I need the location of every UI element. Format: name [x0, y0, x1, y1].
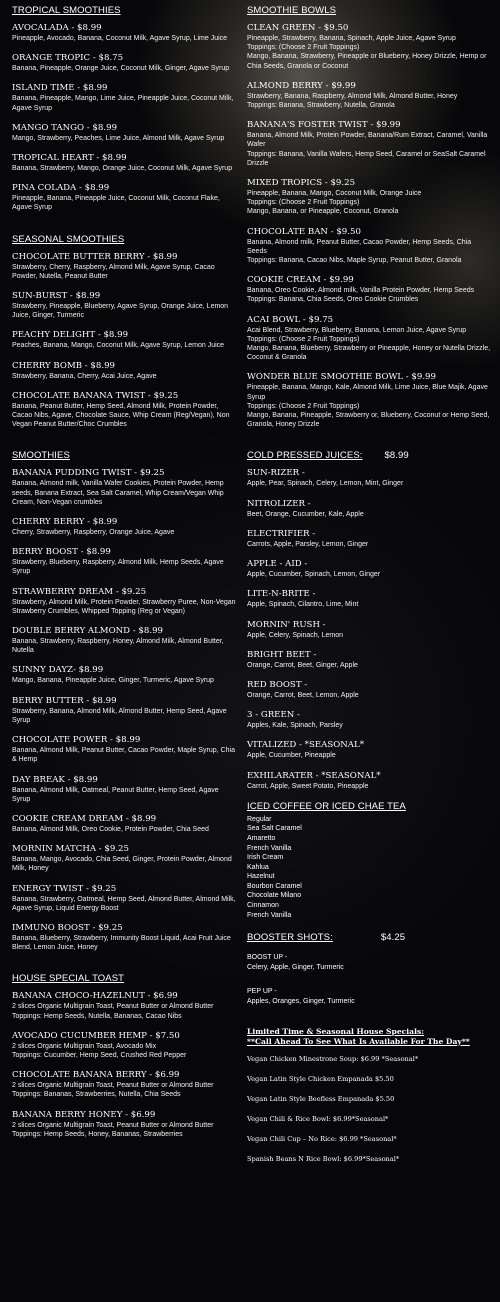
menu-item: [12, 123, 238, 143]
menu-item: [247, 740, 492, 760]
item-name: RED BOOST -: [247, 679, 308, 690]
menu-item: [247, 468, 492, 488]
item-desc: Carrots, Apple, Parsley, Lemon, Ginger: [247, 540, 369, 548]
item-desc: Apple, Pear, Spinach, Celery, Lemon, Mint, Ginger: [247, 480, 404, 488]
item-desc: Beet, Orange, Cucumber, Kale, Apple: [247, 510, 364, 518]
item-name: ELECTRIFIER -: [247, 528, 316, 539]
menu-item: [12, 361, 238, 381]
item-toppings: Toppings: Hemp Seeds, Honey, Bananas, Strawberries: [12, 1130, 183, 1138]
special-item: Vegan Chicken Minestrone Soup: $6.99 *Seasonal*: [247, 1054, 419, 1063]
item-name: CHOCOLATE BUTTER BERRY - $8.99: [12, 251, 178, 262]
item-name: CHERRY BERRY - $8.99: [12, 517, 118, 528]
menu-item: [12, 183, 238, 212]
item-name: DAY BREAK - $8.99: [12, 774, 98, 785]
item-name: AVOCADO CUCUMBER HEMP - $7.50: [12, 1030, 180, 1041]
menu-item: [12, 468, 238, 507]
item-desc: Apple, Spinach, Cilantro, Lime, Mint: [247, 601, 359, 609]
house-special-toast-section: [12, 973, 238, 1139]
item-name: MANGO TANGO - $8.99: [12, 122, 118, 133]
menu-item: [12, 330, 238, 350]
menu-item: [12, 153, 238, 173]
menu-item: [12, 775, 238, 804]
flavor-option: Regular: [247, 815, 272, 823]
item-desc: Apples, Kale, Spinach, Parsley: [247, 722, 343, 730]
item-toppings: Toppings: Bananas, Strawberries, Nutella, Chia Seeds: [12, 1091, 181, 1099]
item-desc: Strawberry, Banana, Raspberry, Almond Milk, Almond Butter, Honey: [247, 92, 458, 100]
item-desc: Banana, Oreo Cookie, Almond milk, Vanilla Protein Powder, Hemp Seeds: [247, 287, 475, 295]
iced-coffee-section: [247, 801, 492, 921]
item-name: AVOCALADA - $8.99: [12, 23, 102, 33]
flavor-option: Bourbon Caramel: [247, 882, 302, 890]
item-name: WONDER BLUE SMOOTHIE BOWL - $9.99: [247, 372, 436, 383]
flavor-option: Cinnamon: [247, 902, 279, 910]
item-desc: Strawberry, Blueberry, Raspberry, Almond Milk, Hemp Seeds, Agave Syrup: [12, 559, 224, 576]
section-title: SMOOTHIES: [12, 450, 70, 462]
item-toppings: Toppings: Banana, Cacao Nibs, Maple Syrup, Peanut Butter, Granola: [247, 257, 462, 265]
menu-item: [247, 771, 492, 791]
item-name: BOOST UP -: [247, 954, 288, 962]
item-name: ISLAND TIME - $8.99: [12, 83, 108, 94]
item-name: ACAI BOWL - $9.75: [247, 314, 334, 325]
item-desc: Banana, Almond Milk, Oatmeal, Peanut Butter, Hemp Seed, Agave Syrup: [12, 786, 219, 803]
item-name: 3 - GREEN -: [247, 710, 300, 721]
item-desc: Peaches, Banana, Mango, Coconut Milk, Agave Syrup, Lemon Juice: [12, 342, 225, 350]
menu-item: [247, 589, 492, 609]
smoothies-section: [12, 450, 238, 952]
menu-item: [247, 559, 492, 579]
item-desc: Strawberry, Cherry, Raspberry, Almond Milk, Agave Syrup, Cacao Powder, Nutella, Peanut Butter: [12, 263, 215, 280]
item-name: BANANA CHOCO-HAZELNUT - $6.99: [12, 991, 178, 1002]
menu-item: [12, 735, 238, 764]
flavor-option: Irish Cream: [247, 854, 284, 862]
item-desc: Banana, Almond Milk, Peanut Butter, Cacao Powder, Maple Syrup, Chia & Hemp: [12, 747, 235, 764]
menu-item: [12, 665, 238, 685]
item-name: APPLE - AID -: [247, 559, 308, 570]
item-toppings: Toppings: (Choose 2 Fruit Toppings): [247, 402, 360, 410]
item-name: CHERRY BOMB - $8.99: [12, 360, 116, 371]
section-title: SEASONAL SMOOTHIES: [12, 233, 125, 245]
item-desc: 2 slices Organic Multigrain Toast, Peanut Butter or Almond Butter: [12, 1003, 214, 1011]
item-toppings: Toppings: Cucumber, Hemp Seed, Crushed Red Pepper: [12, 1051, 187, 1059]
menu-item: [247, 120, 492, 168]
special-item: Vegan Latin Style Beefless Empanada $5.50: [247, 1094, 395, 1103]
item-desc: Banana, Mango, Avocado, Chia Seed, Ginger, Protein Powder, Almond Milk, Honey: [12, 856, 232, 873]
menu-item: [247, 23, 492, 71]
item-name: COOKIE CREAM DREAM - $8.99: [12, 813, 157, 824]
menu-item: [247, 987, 492, 1006]
item-desc: Strawberry, Almond Milk, Protein Powder, Strawberry Puree, Non-Vegan Strawberry Crumbles, Whipped Topping (Reg or Vegan): [12, 598, 236, 615]
item-name: LITE-N-BRITE -: [247, 589, 316, 600]
item-options: Mango, Banana, Strawberry, Pineapple or Blueberry, Honey Drizzle, Hemp or Chia Seeds, Granola or Coconut: [247, 53, 487, 70]
flavor-option: Sea Salt Caramel: [247, 825, 302, 833]
juices-price: $8.99: [384, 450, 409, 462]
item-desc: Banana, Strawberry, Raspberry, Honey, Almond Milk, Almond Butter, Nutella: [12, 638, 224, 655]
menu-item: [12, 1110, 238, 1139]
item-desc: Pineapple, Banana, Mango, Coconut Milk, Orange Juice: [247, 190, 422, 198]
item-name: TROPICAL HEART - $8.99: [12, 153, 127, 164]
menu-item: [12, 991, 238, 1020]
item-toppings: Toppings: (Choose 2 Fruit Toppings): [247, 335, 360, 343]
item-desc: Banana, Almond Milk, Oreo Cookie, Protein Powder, Chia Seed: [12, 825, 209, 833]
boosters-price: $4.25: [380, 932, 406, 944]
item-desc: Cherry, Strawberry, Raspberry, Orange Juice, Agave: [12, 529, 175, 537]
item-desc: 2 slices Organic Multigrain Toast, Avocado Mix: [12, 1042, 157, 1050]
item-name: ALMOND BERRY - $9.99: [247, 80, 356, 91]
menu-item: [247, 372, 492, 429]
menu-item: [12, 83, 238, 112]
item-name: ORANGE TROPIC - $8.75: [12, 53, 124, 64]
section-title: HOUSE SPECIAL TOAST: [12, 973, 125, 985]
item-desc: Banana, Strawberry, Mango, Orange Juice, Coconut Milk, Agave Syrup: [12, 165, 233, 173]
item-name: ENERGY TWIST - $9.25: [12, 883, 117, 894]
item-toppings: Toppings: (Choose 2 Fruit Toppings): [247, 199, 360, 207]
item-toppings: Toppings: Banana, Chia Seeds, Oreo Cookie Crumbles: [247, 296, 419, 304]
section-title: TROPICAL SMOOTHIES: [12, 5, 121, 16]
menu-item: [12, 547, 238, 576]
item-desc: Strawberry, Banana, Cherry, Acai Juice, Agave: [12, 372, 157, 380]
item-desc: Banana, Blueberry, Strawberry, Immunity Boost Liquid, Acai Fruit Juice Blend, Lemon Juice, Honey: [12, 934, 231, 952]
menu-item: [12, 53, 238, 73]
section-title: SMOOTHIE BOWLS: [247, 5, 337, 16]
menu-item: [247, 227, 492, 266]
item-name: PEP UP -: [247, 988, 277, 996]
item-name: NITROLIZER -: [247, 498, 311, 509]
item-desc: Mango, Banana, Pineapple Juice, Ginger, Turmeric, Agave Syrup: [12, 677, 214, 685]
house-specials-section: [247, 1027, 492, 1164]
item-name: BANANA PUDDING TWIST - $9.25: [12, 468, 165, 479]
item-desc: Pineapple, Banana, Mango, Kale, Almond Milk, Lime Juice, Blue Majik, Agave Syrup: [247, 384, 488, 401]
tropical-smoothies-section: [12, 5, 238, 213]
flavor-option: Kahlua: [247, 863, 269, 871]
item-desc: Apple, Cucumber, Pineapple: [247, 752, 336, 760]
item-desc: Banana, Almond milk, Vanilla Wafer Cookies, Protein Powder, Hemp seeds, Banana Extract, Sea Salt Caramel, Whip Cream/Vegan Whip Cream, Non-Vegan crumbles: [12, 480, 224, 506]
item-name: CHOCOLATE BAN - $9.50: [247, 226, 361, 237]
menu-item: [247, 315, 492, 363]
left-column: [12, 5, 238, 1149]
boosters-title: BOOSTER SHOTS:: [247, 932, 333, 944]
item-options: Mango, Banana, Blueberry, Strawberry or Pineapple, Honey or Nutella Drizzle, Coconut & Granola: [247, 345, 491, 362]
item-name: VITALIZED - *SEASONAL*: [247, 740, 364, 751]
item-toppings: Toppings: Banana, Vanilla Wafers, Hemp Seed, Caramel or SeaSalt Caramel Drizzle: [247, 150, 486, 167]
item-name: BERRY BOOST - $8.99: [12, 547, 111, 558]
item-name: MORNIN MATCHA - $9.25: [12, 844, 129, 855]
item-desc: Carrot, Apple, Sweet Potato, Pineapple: [247, 782, 369, 790]
item-desc: Acai Blend, Strawberry, Blueberry, Banana, Lemon Juice, Agave Syrup: [247, 326, 467, 334]
item-name: CHOCOLATE BANANA TWIST - $9.25: [12, 390, 179, 401]
item-desc: Banana, Pineapple, Orange Juice, Coconut Milk, Ginger, Agave Syrup: [12, 65, 230, 73]
menu-item: [12, 391, 238, 430]
menu-item: [12, 1070, 238, 1099]
menu-item: [12, 252, 238, 281]
flavor-option: French Vanilla: [247, 844, 292, 852]
item-desc: Pineapple, Strawberry, Banana, Spinach, Apple Juice, Agave Syrup: [247, 35, 456, 42]
item-desc: Mango, Strawberry, Peaches, Lime Juice, Almond Milk, Agave Syrup: [12, 134, 225, 142]
menu-item: [247, 680, 492, 700]
item-name: SUN-BURST - $8.99: [12, 291, 101, 302]
item-desc: Apple, Cucumber, Spinach, Lemon, Ginger: [247, 571, 381, 579]
item-name: CHOCOLATE POWER - $8.99: [12, 735, 141, 746]
menu-item: [247, 275, 492, 304]
item-options: Mango, Banana, or Pineapple, Coconut, Granola: [247, 208, 399, 216]
item-toppings: Toppings: (Choose 2 Fruit Toppings): [247, 44, 360, 52]
item-name: BANANA'S FOSTER TWIST - $9.99: [247, 120, 401, 131]
menu-item: [12, 884, 238, 913]
menu-item: [12, 696, 238, 725]
section-title: ICED COFFEE OR ICED CHAE TEA: [247, 800, 406, 812]
item-desc: Apples, Oranges, Ginger, Turmeric: [247, 998, 355, 1006]
item-desc: Banana, Peanut Butter, Hemp Seed, Almond Milk, Protein Powder, Cacao Nibs, Agave, Chocolate Sauce, Whip Cream (Reg/Vegan), Non Vegan Peanut Butter/Choc Crumbles: [12, 402, 230, 429]
item-desc: 2 slices Organic Multigrain Toast, Peanut Butter or Almond Butter: [12, 1082, 214, 1090]
item-name: PEACHY DELIGHT - $8.99: [12, 330, 129, 341]
menu-item: [247, 620, 492, 640]
item-desc: Pineapple, Banana, Pineapple Juice, Coconut Milk, Coconut Flake, Agave Syrup: [12, 195, 220, 212]
right-column: [247, 5, 492, 1175]
menu-item: [12, 814, 238, 834]
section-title: [247, 932, 492, 943]
item-options: Mango, Banana, Pineapple, Strawberry or, Blueberry, Coconut or Hemp Seed, Granola, Honey Drizzle: [247, 412, 490, 429]
cold-pressed-juices-section: [247, 450, 492, 790]
menu-item: [12, 517, 238, 537]
flavor-option: Hazelnut: [247, 873, 275, 881]
specials-title: [247, 1027, 492, 1047]
item-desc: Banana, Almond milk, Peanut Butter, Cacao Powder, Hemp Seeds, Chia Seeds: [247, 238, 472, 255]
item-name: IMMUNO BOOST - $9.25: [12, 922, 123, 933]
item-desc: Strawberry, Banana, Almond Milk, Almond Butter, Hemp Seed, Agave Syrup: [12, 707, 227, 724]
menu-item: [12, 923, 238, 952]
section-title: [247, 450, 492, 461]
special-item: Vegan Chili & Rice Bowl: $6.99*Seasonal*: [247, 1114, 389, 1123]
flavor-option: French Vanilla: [247, 911, 292, 919]
item-name: SUNNY DAYZ- $8.99: [12, 665, 104, 676]
item-desc: Banana, Strawberry, Oatmeal, Hemp Seed, Almond Butter, Almond Milk, Agave Syrup, Liquid Energy Boost: [12, 895, 236, 912]
menu-item: [247, 953, 492, 972]
item-name: CHOCOLATE BANANA BERRY - $6.99: [12, 1070, 180, 1081]
menu-item: [247, 650, 492, 670]
special-item: Vegan Latin Style Chicken Empanada $5.50: [247, 1074, 394, 1083]
item-name: SUN-RIZER -: [247, 468, 305, 479]
menu-item: [12, 587, 238, 616]
menu-item: [247, 710, 492, 730]
menu-item: [247, 81, 492, 110]
seasonal-smoothies-section: [12, 234, 238, 430]
menu-item: [12, 626, 238, 655]
menu-item: [247, 499, 492, 519]
item-toppings: Toppings: Hemp Seeds, Nutella, Bananas, Cacao Nibs: [12, 1012, 182, 1020]
item-desc: Strawberry, Pineapple, Blueberry, Agave Syrup, Orange Juice, Lemon Juice, Ginger, Turmeric: [12, 303, 229, 320]
item-name: CLEAN GREEN - $9.50: [247, 23, 349, 33]
item-desc: Celery, Apple, Ginger, Turmeric: [247, 963, 344, 971]
item-name: COOKIE CREAM - $9.99: [247, 275, 354, 286]
special-item: Spanish Beans N Rice Bowl: $6.99*Seasonal*: [247, 1154, 400, 1163]
menu-item: [12, 23, 238, 43]
menu-item: [12, 291, 238, 320]
item-desc: Apple, Celery, Spinach, Lemon: [247, 631, 343, 639]
smoothie-bowls-section: [247, 5, 492, 429]
item-name: MIXED TROPICS - $9.25: [247, 178, 356, 189]
menu-item: [12, 844, 238, 873]
item-desc: Orange, Carrot, Beet, Lemon, Apple: [247, 691, 359, 699]
flavor-option: Chocolate Milano: [247, 892, 302, 900]
item-name: STRAWBERRY DREAM - $9.25: [12, 586, 147, 597]
item-desc: Pineapple, Avocado, Banana, Coconut Milk, Agave Syrup, Lime Juice: [12, 35, 228, 42]
item-name: EXHILARATER - *SEASONAL*: [247, 770, 381, 781]
item-name: MORNIN' RUSH -: [247, 619, 326, 630]
item-desc: 2 slices Organic Multigrain Toast, Peanut Butter or Almond Butter: [12, 1121, 214, 1129]
specials-title-line1: Limited Time & Seasonal House Specials:: [247, 1026, 425, 1036]
item-desc: Banana, Pineapple, Mango, Lime Juice, Pineapple Juice, Coconut Milk, Agave Syrup: [12, 95, 234, 112]
item-desc: Banana, Almond Milk, Protein Powder, Banana/Rum Extract, Caramel, Vanilla Wafer: [247, 132, 488, 149]
item-name: DOUBLE BERRY ALMOND - $8.99: [12, 626, 164, 637]
menu-item: [247, 529, 492, 549]
item-desc: Orange, Carrot, Beet, Ginger, Apple: [247, 661, 358, 669]
item-toppings: Toppings: Banana, Strawberry, Nutella, Granola: [247, 102, 395, 110]
menu-item: [247, 178, 492, 217]
item-name: BANANA BERRY HONEY - $6.99: [12, 1109, 156, 1120]
juices-title: COLD PRESSED JUICES:: [247, 450, 363, 462]
booster-shots-section: [247, 932, 492, 1006]
flavor-option: Amaretto: [247, 834, 276, 842]
special-item: Vegan Chili Cup – No Rice: $6.99 *Seasonal*: [247, 1134, 397, 1143]
menu-item: [12, 1031, 238, 1060]
specials-title-line2: **Call Ahead To See What Is Available For The Day**: [247, 1036, 470, 1046]
item-name: BERRY BUTTER - $8.99: [12, 695, 117, 706]
item-name: PINA COLADA - $8.99: [12, 183, 110, 194]
item-name: BRIGHT BEET -: [247, 649, 317, 660]
